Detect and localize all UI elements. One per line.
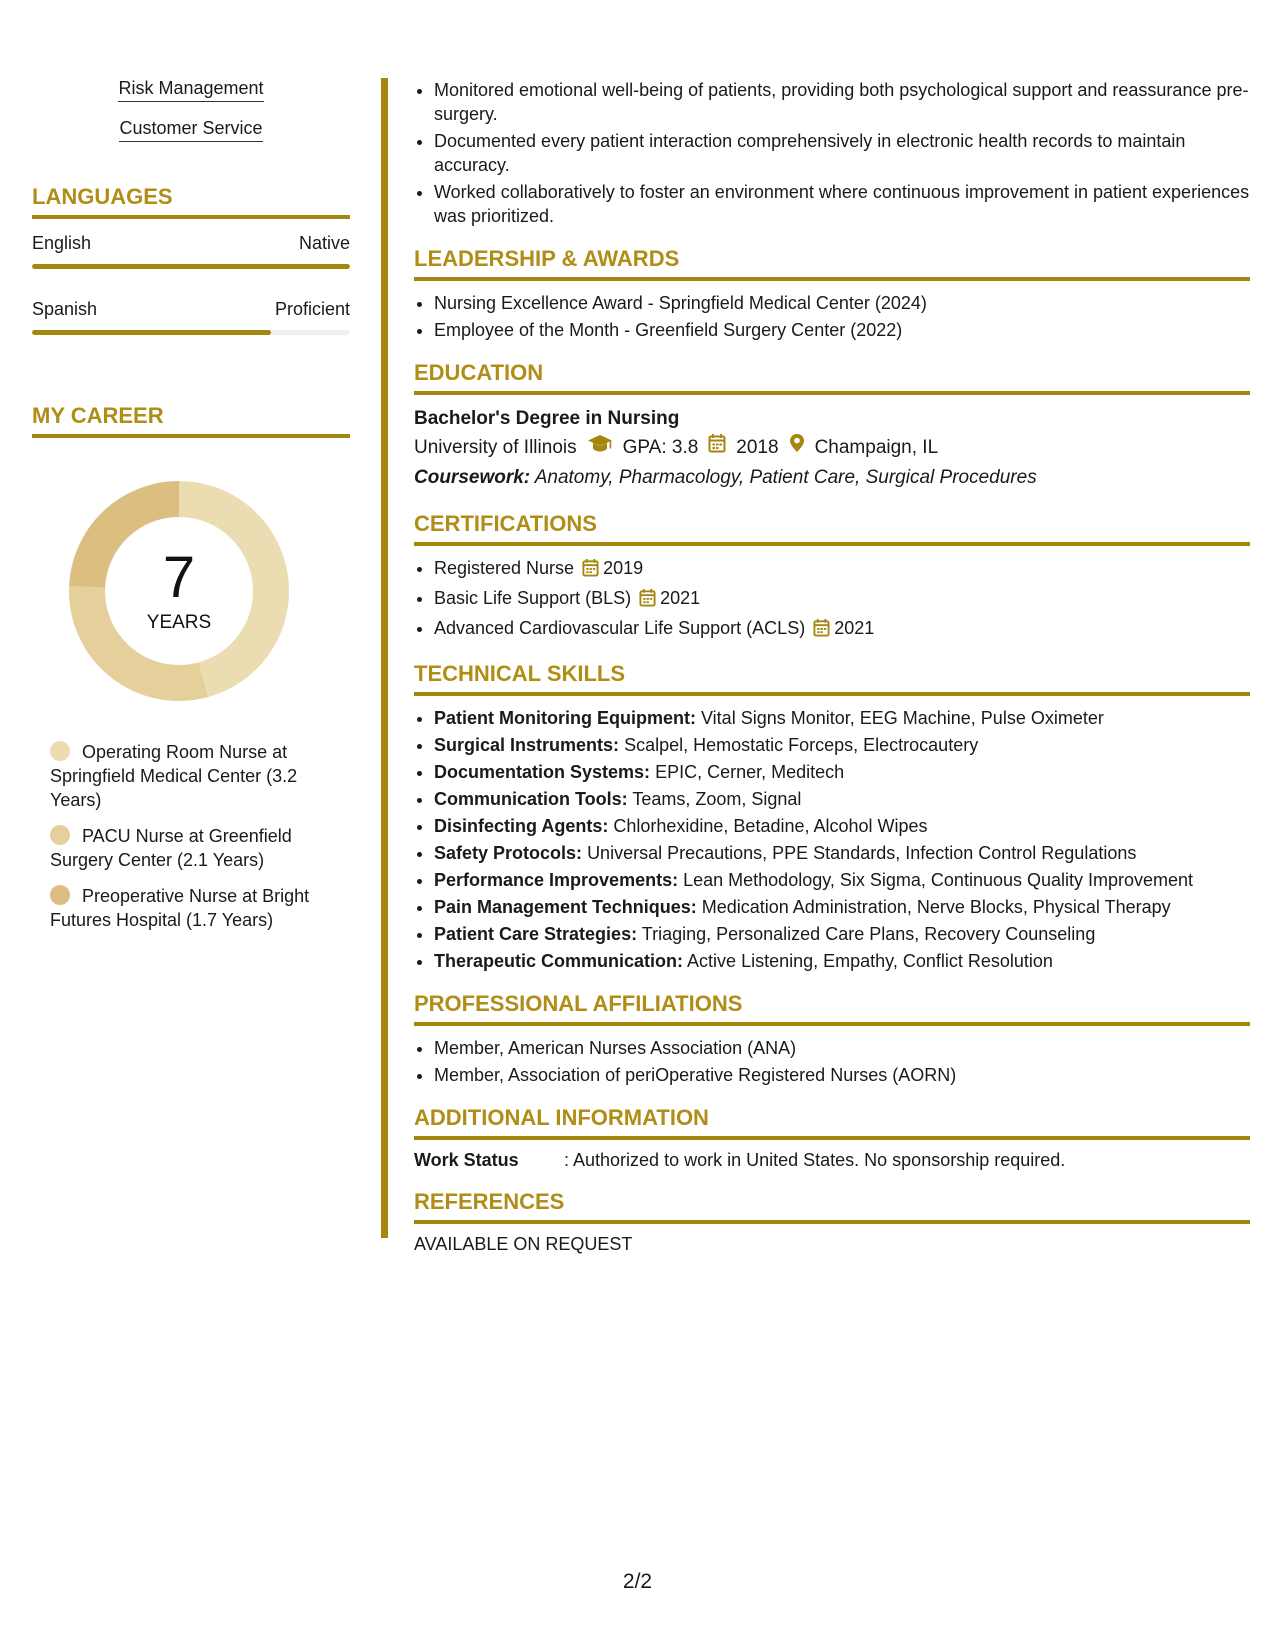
school-name: University of Illinois bbox=[414, 437, 577, 458]
work-status-row bbox=[414, 1150, 1250, 1171]
language-name: Spanish bbox=[32, 299, 98, 319]
graduation-cap-icon bbox=[587, 433, 613, 463]
skill-values: Chlorhexidine, Betadine, Alcohol Wipes bbox=[613, 816, 928, 836]
technical-skill-item bbox=[434, 841, 1250, 865]
references-text: AVAILABLE ON REQUEST bbox=[414, 1234, 633, 1254]
technical-skill-item bbox=[434, 895, 1250, 919]
coursework bbox=[414, 463, 1250, 493]
technical-skill-item bbox=[434, 733, 1250, 757]
certification-name: Registered Nurse bbox=[434, 558, 575, 578]
language-name: English bbox=[32, 233, 92, 253]
certification-name: Basic Life Support (BLS) bbox=[434, 588, 632, 608]
technical-skills-section bbox=[414, 661, 1250, 973]
legend-dot bbox=[50, 825, 70, 845]
main-content bbox=[414, 78, 1250, 1255]
skill-values: Scalpel, Hemostatic Forceps, Electrocautery bbox=[624, 735, 979, 755]
skill-category: Disinfecting Agents: bbox=[434, 816, 609, 836]
certification-item bbox=[434, 556, 1250, 583]
certification-year: 2019 bbox=[603, 558, 644, 578]
technical-skill-item bbox=[434, 868, 1250, 892]
calendar-icon bbox=[639, 588, 656, 613]
certifications-heading: CERTIFICATIONS bbox=[414, 511, 1250, 546]
leadership-section bbox=[414, 246, 1250, 342]
skill-tag bbox=[32, 78, 350, 102]
skill-values: Teams, Zoom, Signal bbox=[632, 789, 802, 809]
career-legend bbox=[50, 740, 332, 932]
affiliation-item: • Member, Association of periOperative Registered Nurses (AORN) bbox=[434, 1063, 1250, 1087]
career-legend-item bbox=[50, 884, 332, 932]
calendar-icon bbox=[813, 618, 830, 643]
additional-info-section bbox=[414, 1105, 1250, 1171]
technical-skills-heading: TECHNICAL SKILLS bbox=[414, 661, 1250, 696]
career-unit: YEARS bbox=[146, 612, 212, 633]
career-legend-text: Preoperative Nurse at Bright Futures Hospital (1.7 Years) bbox=[50, 886, 310, 930]
technical-skill-item bbox=[434, 706, 1250, 730]
technical-skill-item bbox=[434, 922, 1250, 946]
skill-values: Triaging, Personalized Care Plans, Recovery Counseling bbox=[641, 924, 1096, 944]
certification-item bbox=[434, 616, 1250, 643]
affiliation-item: • Member, American Nurses Association (ANA) bbox=[434, 1036, 1250, 1060]
technical-skill-item bbox=[434, 814, 1250, 838]
skill-category: Communication Tools: bbox=[434, 789, 628, 809]
skill-values: Medication Administration, Nerve Blocks, Physical Therapy bbox=[701, 897, 1171, 917]
technical-skill-item bbox=[434, 949, 1250, 973]
skill-values: Active Listening, Empathy, Conflict Resolution bbox=[687, 951, 1053, 971]
work-status-label: Work Status bbox=[414, 1150, 519, 1170]
skill-category: Therapeutic Communication: bbox=[434, 951, 684, 971]
language-bar-fill bbox=[32, 330, 271, 335]
language-bar bbox=[32, 330, 350, 335]
work-status-value: : Authorized to work in United States. No sponsorship required. bbox=[564, 1150, 1066, 1170]
skill-category: Performance Improvements: bbox=[434, 870, 679, 890]
references-heading: REFERENCES bbox=[414, 1189, 1250, 1224]
award-item: • Employee of the Month - Greenfield Surgery Center (2022) bbox=[434, 318, 1250, 342]
legend-dot bbox=[50, 885, 70, 905]
sidebar bbox=[32, 78, 350, 944]
graduation-year: 2018 bbox=[736, 437, 779, 458]
column-divider bbox=[381, 78, 388, 1238]
skill-values: EPIC, Cerner, Meditech bbox=[655, 762, 845, 782]
career-total-years: 7 bbox=[162, 545, 196, 610]
language-bar bbox=[32, 264, 350, 269]
skill-values: Lean Methodology, Six Sigma, Continuous Quality Improvement bbox=[683, 870, 1194, 890]
leadership-heading: LEADERSHIP & AWARDS bbox=[414, 246, 1250, 281]
language-bar-fill bbox=[32, 264, 350, 269]
skill-tag bbox=[32, 118, 350, 142]
career-heading: MY CAREER bbox=[32, 403, 350, 438]
coursework-label: Coursework: bbox=[414, 467, 531, 488]
experience-bullet: • Worked collaboratively to foster an environment where continuous improvement in patient experiences was prioritized. bbox=[434, 180, 1250, 228]
skill-values: Universal Precautions, PPE Standards, Infection Control Regulations bbox=[587, 843, 1137, 863]
certifications-section bbox=[414, 511, 1250, 643]
additional-info-heading: ADDITIONAL INFORMATION bbox=[414, 1105, 1250, 1140]
map-pin-icon bbox=[789, 433, 805, 463]
experience-bullet: • Documented every patient interaction comprehensively in electronic health records to maintain accuracy. bbox=[434, 129, 1250, 177]
education-heading: EDUCATION bbox=[414, 360, 1250, 395]
experience-bullets bbox=[414, 78, 1250, 228]
language-item bbox=[32, 299, 350, 335]
award-item: • Nursing Excellence Award - Springfield Medical Center (2024) bbox=[434, 291, 1250, 315]
certification-name: Advanced Cardiovascular Life Support (ACLS) bbox=[434, 618, 806, 638]
gpa: GPA: 3.8 bbox=[622, 437, 699, 458]
skill-category: Patient Monitoring Equipment: bbox=[434, 708, 696, 728]
education-section bbox=[414, 360, 1250, 493]
calendar-icon bbox=[582, 558, 599, 583]
certification-item bbox=[434, 586, 1250, 613]
language-level: Proficient bbox=[274, 299, 350, 319]
certification-year: 2021 bbox=[660, 588, 701, 608]
career-donut-chart bbox=[66, 478, 292, 704]
language-level: Native bbox=[298, 233, 350, 253]
skill-category: Safety Protocols: bbox=[434, 843, 583, 863]
skill-category: Surgical Instruments: bbox=[434, 735, 620, 755]
coursework-list: Anatomy, Pharmacology, Patient Care, Surgical Procedures bbox=[534, 467, 1037, 488]
skill-values: Vital Signs Monitor, EEG Machine, Pulse Oximeter bbox=[701, 708, 1104, 728]
career-legend-text: PACU Nurse at Greenfield Surgery Center (2.1 Years) bbox=[50, 826, 292, 870]
career-legend-item bbox=[50, 824, 332, 872]
affiliations-heading: PROFESSIONAL AFFILIATIONS bbox=[414, 991, 1250, 1026]
affiliations-section bbox=[414, 991, 1250, 1087]
page-number: 2/2 bbox=[622, 1570, 653, 1593]
certification-year: 2021 bbox=[834, 618, 875, 638]
career-legend-item bbox=[50, 740, 332, 812]
education-meta bbox=[414, 433, 1250, 463]
skill-category: Pain Management Techniques: bbox=[434, 897, 697, 917]
skill-tag-label: Customer Service bbox=[119, 118, 262, 142]
languages-heading: LANGUAGES bbox=[32, 184, 350, 219]
language-item bbox=[32, 233, 350, 269]
skill-tag-label: Risk Management bbox=[118, 78, 263, 102]
technical-skill-item bbox=[434, 787, 1250, 811]
degree-title: Bachelor's Degree in Nursing bbox=[414, 408, 680, 429]
career-legend-text: Operating Room Nurse at Springfield Medical Center (3.2 Years) bbox=[50, 742, 298, 810]
technical-skill-item bbox=[434, 760, 1250, 784]
school-location: Champaign, IL bbox=[814, 437, 939, 458]
calendar-icon bbox=[708, 433, 726, 463]
references-section bbox=[414, 1189, 1250, 1255]
legend-dot bbox=[50, 741, 70, 761]
skill-category: Documentation Systems: bbox=[434, 762, 651, 782]
experience-bullet: • Monitored emotional well-being of patients, providing both psychological support and reassurance pre-surgery. bbox=[434, 78, 1250, 126]
skill-category: Patient Care Strategies: bbox=[434, 924, 638, 944]
